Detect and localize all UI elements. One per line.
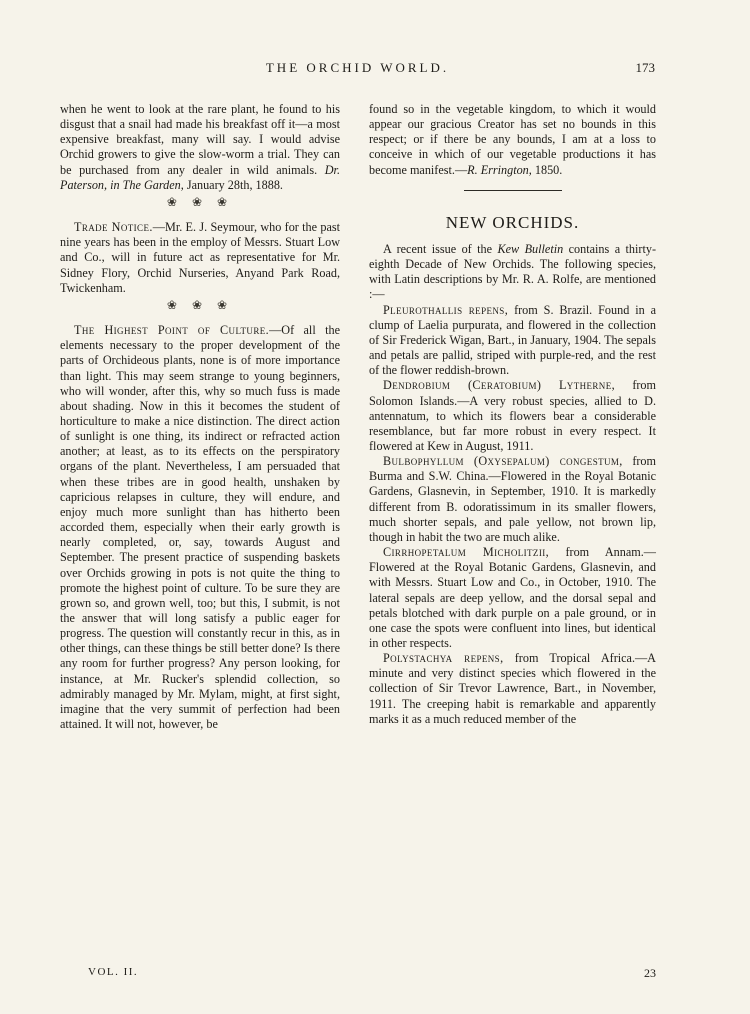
species-entry bbox=[369, 378, 656, 454]
slug-text: when he went to look at the rare plant, he found to his disgust that a snail had made his breakfast off it—a most expensive breakfast, many will say. I would advise Orchid growers to give the slow-worm a trial. They can be purchased from any dealer in wild animals. bbox=[60, 102, 340, 177]
species-text: from Burma and S.W. China.—Flowered in the Royal Botanic Gardens, Glasnevin, in September, 1910. It is markedly different from B. odoratissimum in its smaller flowers, much shorter sepals, and pale yellow, not brown lip, though in habit the two are much alike. bbox=[369, 454, 657, 544]
intro-text-b: contains a thirty-eighth Decade of New Orchids. The following species, with Latin descriptions by Mr. R. A. Rolfe, are mentioned :— bbox=[369, 241, 656, 302]
section-heading: NEW ORCHIDS. bbox=[445, 212, 580, 232]
slug-source: Dr. Paterson, in The Garden, bbox=[60, 162, 340, 192]
running-head bbox=[60, 60, 655, 80]
species-name: Cirrhopetalum Micholitzii, bbox=[383, 545, 550, 560]
species-text: from Tropical Africa.—A minute and very distinct species which flowered in the collection of Sir Trevor Lawrence, Bart., in November, 1911. The creeping habit is remarkable and apparently marks it as a much reduced member of the bbox=[369, 651, 656, 726]
running-title: THE ORCHID WORLD. bbox=[265, 60, 450, 75]
species-text: from Solomon Islands.—A very robust species, allied to D. antennatum, to which its flowers bear a considerable resemblance, but far more robust in every respect. It flowered at Kew in August, 1911. bbox=[369, 378, 657, 453]
continuation-paragraph bbox=[369, 102, 656, 178]
ornament-divider: ❀ ❀ ❀ bbox=[166, 297, 234, 312]
slug-date: January 28th, 1888. bbox=[186, 177, 283, 192]
species-text: from S. Brazil. Found in a clump of Laelia purpurata, and flowered in the collection of Sir Frederick Wigan, Bart., in January, 1904. The sepals and petals are pallid, striped with purple-red, and the rest of the flower reddish-brown. bbox=[369, 302, 656, 378]
species-name: Polystachya repens, bbox=[383, 651, 504, 666]
culture-text: —Of all the elements necessary to the proper development of the parts of Orchideous plants, none is of more importance than light. This may seem strange to young beginners, who will wonder, after this, why so much fuss is made about shading. Now in this it becomes the student of horticulture to make a nice distinction. The direct action of sunlight is one thing, its indirect or refracted action another; at least, as to its effects on the perspiratory organs of the plant. Nevertheless, I am persuaded that when these tribes are in good health, unshaken by capricious relapses in culture, they will endure, and enjoy much more sunlight than has hitherto been accorded them, especially when their early growth is nearly completed, or, say, towards August and September. The present practice of suspending baskets over Orchids growing in pots is not quite the thing to promote the highest point of culture. To be sure they are grown so, and grown well, too; but this, I submit, is not the answer that will long satisfy a public eager for progress. The question will constantly recur in this, as in other things, can these things be still better done? Is there any room for further progress? Any person looking, for instance, at Mr. Rucker's splendid collection, so admirably managed by Mr. Mylam, might, at first sight, imagine that the very summit of perfection had been attained. It will not, however, be bbox=[60, 323, 340, 732]
ornament-divider: ❀ ❀ ❀ bbox=[166, 194, 234, 209]
species-name: Pleurothallis repens, bbox=[383, 302, 509, 317]
species-entry bbox=[369, 303, 656, 379]
page-number: 173 bbox=[635, 60, 655, 75]
section-rule bbox=[464, 190, 562, 191]
intro-text-a: A recent issue of the bbox=[383, 241, 493, 256]
intro-journal: Kew Bulletin bbox=[497, 241, 564, 256]
culture-title: The Highest Point of Culture. bbox=[74, 323, 270, 338]
trade-notice-title: Trade Notice. bbox=[74, 220, 153, 235]
left-column bbox=[60, 102, 340, 732]
trade-notice-text: —Mr. E. J. Seymour, who for the past nine years has been in the employ of Messrs. Stuart Low and Co., will in future act as representative for Mr. Sidney Flory, Orchid Nurseries, Anyand Park Road, Twickenham. bbox=[60, 220, 340, 295]
slug-paragraph bbox=[60, 102, 340, 193]
right-column bbox=[369, 102, 656, 727]
continuation-year: 1850. bbox=[534, 162, 563, 177]
species-text: from Annam.—Flowered at the Royal Botanic Gardens, Glasnevin, and with Messrs. Stuart Low and Co., in October, 1910. The lateral sepals are deep yellow, and the dorsal sepal and petals blotched with dark purple on a pale ground, or in one case the spots were confluent into lines, but identical in other respects. bbox=[369, 545, 656, 650]
trade-notice-paragraph bbox=[60, 220, 340, 296]
species-entry bbox=[369, 454, 656, 545]
continuation-source: R. Errington, bbox=[467, 162, 532, 177]
signature-mark: 23 bbox=[644, 966, 656, 980]
species-name: Dendrobium (Ceratobium) Lytherne, bbox=[383, 378, 616, 393]
intro-paragraph bbox=[369, 242, 656, 303]
continuation-text: found so in the vegetable kingdom, to which it would appear our gracious Creator has set no bounds in this respect; or if there be any bounds, I am at a loss to conceive in which of our vegetable productions it has become manifest.— bbox=[369, 102, 656, 177]
species-entry bbox=[369, 651, 656, 727]
page-footer bbox=[88, 966, 656, 982]
volume-label: VOL. II. bbox=[88, 966, 139, 978]
species-entry bbox=[369, 545, 656, 651]
species-name: Bulbophyllum (Oxysepalum) congestum, bbox=[383, 454, 623, 469]
culture-paragraph bbox=[60, 323, 340, 732]
